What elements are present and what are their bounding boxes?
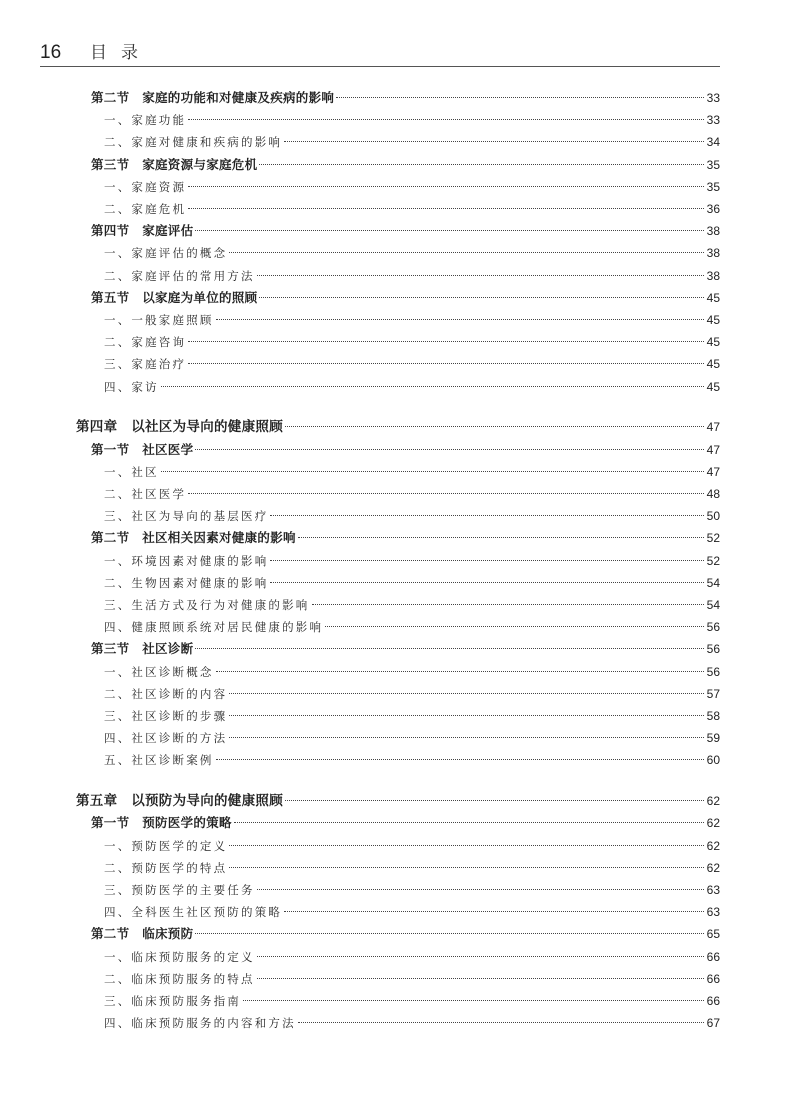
- toc-entry-page-number: 62: [706, 860, 720, 875]
- toc-entry-subsection[interactable]: [104, 505, 720, 527]
- toc-entry-subsection[interactable]: [104, 331, 720, 353]
- dot-leader: [336, 97, 704, 98]
- toc-entry-subsection[interactable]: [104, 550, 720, 572]
- toc-entry-subsection[interactable]: [104, 572, 720, 594]
- toc-entry-section[interactable]: [91, 154, 720, 176]
- dot-leader: [229, 737, 704, 738]
- toc-entry-subsection[interactable]: [104, 483, 720, 505]
- toc-entry-label: 三、生活方式及行为对健康的影响: [104, 598, 310, 612]
- dot-leader: [285, 800, 704, 801]
- dot-leader: [188, 363, 704, 364]
- toc-entry-subsection[interactable]: [104, 198, 720, 220]
- toc-entry-label: 二、预防医学的特点: [104, 860, 228, 875]
- toc-entry-page-number: 35: [706, 157, 720, 172]
- toc-entry-page-number: 38: [706, 224, 720, 239]
- toc-entry-label: 四、健康照顾系统对居民健康的影响: [104, 620, 324, 635]
- toc-entry-label: 一、环境因素对健康的影响: [104, 553, 269, 568]
- toc-entry-page-number: 45: [706, 379, 720, 394]
- toc-entry-label: 一、家庭评估的概念: [104, 246, 228, 261]
- toc-entry-page-number: 47: [706, 420, 720, 435]
- toc-entry-section[interactable]: [91, 87, 720, 109]
- toc-entry-label: 一、家庭资源: [104, 179, 187, 194]
- toc-entry-label: 四、临床预防服务的内容和方法: [104, 1016, 296, 1031]
- toc-entry-section[interactable]: [91, 527, 720, 549]
- toc-entry-section[interactable]: [91, 638, 720, 660]
- dot-leader: [284, 911, 704, 912]
- dot-leader: [216, 759, 704, 760]
- toc-entry-label: 一、临床预防服务的定义: [104, 949, 255, 964]
- toc-entry-subsection[interactable]: [104, 242, 720, 264]
- toc-entry-section[interactable]: [91, 812, 720, 834]
- dot-leader: [257, 889, 704, 890]
- toc-entry-label: 第五章 以预防为导向的健康照顾: [76, 793, 283, 810]
- toc-entry-subsection[interactable]: [104, 616, 720, 638]
- toc-entry-page-number: 45: [706, 290, 720, 305]
- header-title: 目录: [90, 43, 152, 63]
- toc-entry-label: 二、社区诊断的内容: [104, 686, 228, 701]
- toc-entry-subsection[interactable]: [104, 990, 720, 1012]
- toc-entry-subsection[interactable]: [104, 968, 720, 990]
- toc-entry-page-number: 66: [706, 949, 720, 964]
- toc-entry-subsection[interactable]: [104, 594, 720, 616]
- toc-entry-page-number: 47: [706, 464, 720, 479]
- toc-entry-page-number: 34: [706, 135, 720, 150]
- toc-entry-page-number: 33: [706, 91, 720, 105]
- toc-entry-subsection[interactable]: [104, 749, 720, 771]
- toc-entry-label: 一、家庭功能: [104, 113, 187, 128]
- toc-entry-subsection[interactable]: [104, 353, 720, 375]
- toc-entry-page-number: 52: [706, 531, 720, 546]
- toc-entry-label: 三、社区诊断的步骤: [104, 709, 228, 723]
- toc-entry-section[interactable]: [91, 923, 720, 945]
- dot-leader: [298, 537, 704, 538]
- toc-entry-label: 三、临床预防服务指南: [104, 994, 241, 1008]
- toc-entry-label: 第二节 社区相关因素对健康的影响: [91, 530, 296, 546]
- toc-entry-subsection[interactable]: [104, 683, 720, 705]
- toc-entry-subsection[interactable]: [104, 727, 720, 749]
- toc-entry-subsection[interactable]: [104, 461, 720, 483]
- toc-entry-label: 第三节 社区诊断: [91, 641, 194, 657]
- dot-leader: [325, 626, 704, 627]
- toc-entry-label: 第三节 家庭资源与家庭危机: [91, 156, 258, 172]
- dot-leader: [216, 319, 704, 320]
- toc-entry-label: 第二节 家庭的功能和对健康及疾病的影响: [91, 90, 335, 105]
- toc-entry-page-number: 57: [706, 686, 720, 701]
- dot-leader: [188, 208, 704, 209]
- dot-leader: [259, 164, 704, 165]
- dot-leader: [161, 386, 704, 387]
- toc-entry-page-number: 47: [706, 442, 720, 457]
- toc-entry-label: 一、社区: [104, 464, 159, 479]
- dot-leader: [188, 119, 704, 120]
- toc-entry-subsection[interactable]: [104, 705, 720, 727]
- toc-entry-label: 二、社区医学: [104, 487, 187, 501]
- dot-leader: [195, 933, 704, 934]
- toc-entry-page-number: 62: [706, 838, 720, 853]
- toc-entry-label: 一、一般家庭照顾: [104, 313, 214, 327]
- toc-entry-page-number: 38: [706, 246, 720, 261]
- toc-entry-label: 四、家访: [104, 379, 159, 394]
- toc-entry-page-number: 66: [706, 971, 720, 986]
- dot-leader: [298, 1022, 704, 1023]
- toc-entry-chapter[interactable]: [76, 790, 720, 812]
- dot-leader: [161, 471, 704, 472]
- toc-entry-page-number: 58: [706, 709, 720, 723]
- toc-entry-page-number: 36: [706, 202, 720, 216]
- toc-entry-subsection[interactable]: [104, 109, 720, 131]
- toc-entry-label: 第一节 社区医学: [91, 441, 194, 457]
- dot-leader: [216, 671, 704, 672]
- toc-entry-label: 五、社区诊断案例: [104, 753, 214, 768]
- toc-entry-label: 二、家庭评估的常用方法: [104, 268, 255, 283]
- toc-entry-label: 第四章 以社区为导向的健康照顾: [76, 419, 283, 436]
- toc-entry-label: 第五节 以家庭为单位的照顾: [91, 289, 258, 305]
- toc-entry-page-number: 63: [706, 883, 720, 897]
- dot-leader: [229, 693, 704, 694]
- toc-entry-page-number: 67: [706, 1016, 720, 1031]
- toc-entry-label: 一、社区诊断概念: [104, 664, 214, 679]
- dot-leader: [188, 493, 704, 494]
- page-header: [40, 40, 720, 67]
- toc-entry-subsection[interactable]: [104, 1012, 720, 1034]
- dot-leader: [270, 515, 704, 516]
- toc-entry-page-number: 35: [706, 179, 720, 194]
- dot-leader: [195, 449, 704, 450]
- dot-leader: [270, 582, 704, 583]
- toc-entry-label: 三、社区为导向的基层医疗: [104, 509, 269, 524]
- toc-entry-page-number: 33: [706, 113, 720, 128]
- toc-entry-label: 二、家庭危机: [104, 202, 187, 216]
- toc-entry-page-number: 48: [706, 487, 720, 501]
- dot-leader: [188, 186, 704, 187]
- dot-leader: [243, 1000, 704, 1001]
- toc-entry-page-number: 59: [706, 731, 720, 746]
- dot-leader: [229, 252, 704, 253]
- toc-entry-page-number: 54: [706, 575, 720, 590]
- dot-leader: [229, 845, 704, 846]
- toc-entry-page-number: 45: [706, 357, 720, 372]
- toc-entry-page-number: 38: [706, 268, 720, 283]
- toc-entry-section[interactable]: [91, 220, 720, 242]
- toc-entry-subsection[interactable]: [104, 857, 720, 879]
- toc-entry-label: 三、预防医学的主要任务: [104, 883, 255, 897]
- toc-entry-page-number: 45: [706, 313, 720, 327]
- toc-entry-subsection[interactable]: [104, 946, 720, 968]
- toc-entry-label: 四、社区诊断的方法: [104, 731, 228, 746]
- toc-entry-label: 一、预防医学的定义: [104, 838, 228, 853]
- toc-entry-label: 第一节 预防医学的策略: [91, 815, 232, 831]
- toc-entry-subsection[interactable]: [104, 835, 720, 857]
- toc-entry-subsection[interactable]: [104, 131, 720, 153]
- toc-entry-label: 二、生物因素对健康的影响: [104, 575, 269, 590]
- toc-entry-page-number: 56: [706, 664, 720, 679]
- dot-leader: [188, 341, 704, 342]
- dot-leader: [259, 297, 704, 298]
- toc-entry-subsection[interactable]: [104, 176, 720, 198]
- toc-entry-label: 第四节 家庭评估: [91, 223, 194, 239]
- toc-entry-page-number: 56: [706, 642, 720, 657]
- toc-entry-subsection[interactable]: [104, 309, 720, 331]
- dot-leader: [257, 275, 704, 276]
- toc-entry-section[interactable]: [91, 439, 720, 461]
- page-number: 16: [40, 42, 62, 63]
- toc-entry-label: 二、家庭咨询: [104, 335, 187, 350]
- toc-entry-page-number: 62: [706, 794, 720, 809]
- dot-leader: [285, 426, 704, 427]
- toc-entry-page-number: 50: [706, 509, 720, 524]
- toc-entry-label: 二、家庭对健康和疾病的影响: [104, 135, 283, 150]
- dot-leader: [229, 715, 704, 716]
- dot-leader: [195, 230, 704, 231]
- toc-entry-page-number: 62: [706, 816, 720, 831]
- toc-entry-label: 二、临床预防服务的特点: [104, 971, 255, 986]
- toc-entry-page-number: 63: [706, 905, 720, 920]
- toc-entry-section[interactable]: [91, 287, 720, 309]
- toc-entry-subsection[interactable]: [104, 879, 720, 901]
- toc-entry-subsection[interactable]: [104, 661, 720, 683]
- toc-entry-subsection[interactable]: [104, 265, 720, 287]
- toc-entry-label: 四、全科医生社区预防的策略: [104, 905, 283, 920]
- toc-entry-subsection[interactable]: [104, 901, 720, 923]
- toc-entry-page-number: 52: [706, 553, 720, 568]
- toc-entry-page-number: 56: [706, 620, 720, 635]
- dot-leader: [270, 560, 704, 561]
- toc-entry-page-number: 66: [706, 994, 720, 1008]
- dot-leader: [284, 141, 704, 142]
- toc-entry-page-number: 65: [706, 927, 720, 942]
- dot-leader: [257, 978, 704, 979]
- dot-leader: [257, 956, 704, 957]
- toc-entry-page-number: 60: [706, 753, 720, 768]
- toc-entry-page-number: 54: [706, 598, 720, 612]
- toc-entry-page-number: 45: [706, 335, 720, 350]
- toc-entry-chapter[interactable]: [76, 416, 720, 438]
- dot-leader: [234, 822, 704, 823]
- dot-leader: [229, 867, 704, 868]
- dot-leader: [195, 648, 704, 649]
- toc-entry-subsection[interactable]: [104, 376, 720, 398]
- toc-entry-label: 三、家庭治疗: [104, 357, 187, 372]
- dot-leader: [312, 604, 705, 605]
- toc-entry-label: 第二节 临床预防: [91, 926, 194, 942]
